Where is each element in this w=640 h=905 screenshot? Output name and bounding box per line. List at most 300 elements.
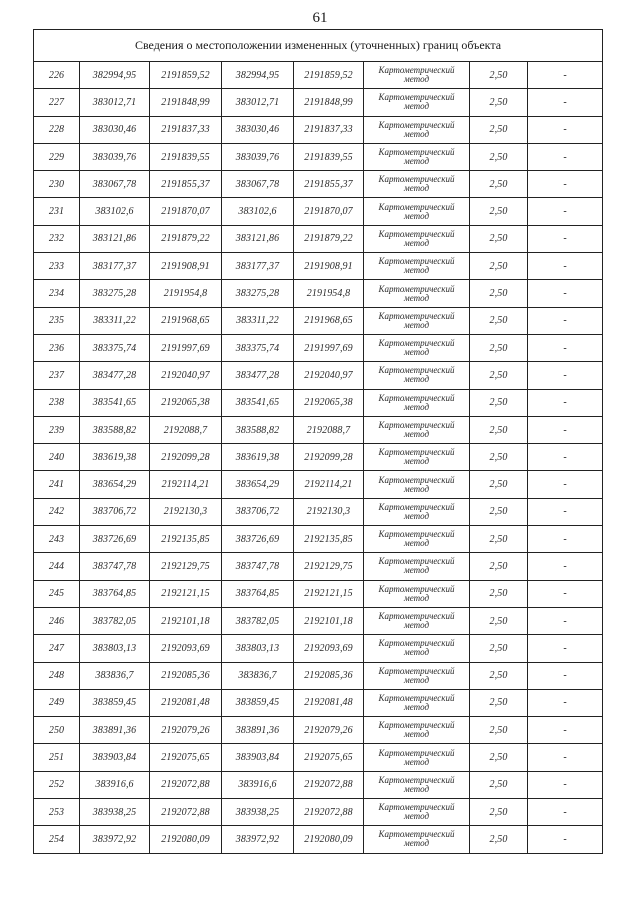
- point-number-cell: 254: [34, 826, 80, 853]
- accuracy-cell: 2,50: [470, 253, 528, 280]
- point-number-cell: 246: [34, 607, 80, 634]
- point-number-cell: 228: [34, 116, 80, 143]
- method-cell: [364, 553, 470, 580]
- x-existing-cell: 383726,69: [80, 526, 150, 553]
- method-line1: Картометрический: [378, 201, 455, 212]
- method-line2: метод: [403, 674, 430, 685]
- method-cell: [364, 826, 470, 853]
- table-row: [34, 62, 603, 89]
- y-refined-cell: 2192121,15: [294, 580, 364, 607]
- x-refined-cell: 383782,05: [222, 607, 294, 634]
- accuracy-cell: 2,50: [470, 498, 528, 525]
- y-existing-cell: 2191968,65: [150, 307, 222, 334]
- accuracy-cell: 2,50: [470, 580, 528, 607]
- x-refined-cell: 383275,28: [222, 280, 294, 307]
- method-cell: [364, 771, 470, 798]
- x-existing-cell: 383903,84: [80, 744, 150, 771]
- method-cell: [364, 662, 470, 689]
- point-number-cell: 235: [34, 307, 80, 334]
- method-cell: [364, 689, 470, 716]
- method-line2: метод: [403, 237, 430, 248]
- method-cell: [364, 799, 470, 826]
- note-cell: -: [528, 580, 603, 607]
- note-cell: -: [528, 635, 603, 662]
- method-line1: Картометрический: [378, 720, 455, 731]
- x-existing-cell: 383706,72: [80, 498, 150, 525]
- table-row: [34, 89, 603, 116]
- table-title: Сведения о местоположении измененных (уточненных) границ объекта: [34, 30, 603, 62]
- note-cell: -: [528, 689, 603, 716]
- point-number-cell: 231: [34, 198, 80, 225]
- y-existing-cell: 2192135,85: [150, 526, 222, 553]
- x-existing-cell: 383764,85: [80, 580, 150, 607]
- y-existing-cell: 2192085,36: [150, 662, 222, 689]
- y-refined-cell: 2191855,37: [294, 171, 364, 198]
- method-line2: метод: [403, 210, 430, 221]
- table-row: [34, 689, 603, 716]
- table-row: [34, 143, 603, 170]
- method-line1: Картометрический: [378, 119, 455, 130]
- accuracy-cell: 2,50: [470, 307, 528, 334]
- method-line2: метод: [403, 565, 430, 576]
- x-existing-cell: 383782,05: [80, 607, 150, 634]
- y-existing-cell: 2192072,88: [150, 799, 222, 826]
- x-existing-cell: 383654,29: [80, 471, 150, 498]
- method-cell: [364, 498, 470, 525]
- y-existing-cell: 2191997,69: [150, 334, 222, 361]
- table-row: [34, 225, 603, 252]
- y-refined-cell: 2192093,69: [294, 635, 364, 662]
- method-line1: Картометрический: [378, 256, 455, 267]
- table-row: [34, 471, 603, 498]
- point-number-cell: 238: [34, 389, 80, 416]
- note-cell: -: [528, 744, 603, 771]
- y-refined-cell: 2192075,65: [294, 744, 364, 771]
- y-refined-cell: 2191879,22: [294, 225, 364, 252]
- y-refined-cell: 2192088,7: [294, 416, 364, 443]
- method-line2: метод: [403, 265, 430, 276]
- point-number-cell: 237: [34, 362, 80, 389]
- accuracy-cell: 2,50: [470, 553, 528, 580]
- method-line1: Картометрический: [378, 420, 455, 430]
- point-number-cell: 234: [34, 280, 80, 307]
- method-cell: [364, 526, 470, 553]
- method-cell: [364, 744, 470, 771]
- note-cell: -: [528, 198, 603, 225]
- table-row: [34, 553, 603, 580]
- x-refined-cell: 383836,7: [222, 662, 294, 689]
- x-existing-cell: 383275,28: [80, 280, 150, 307]
- note-cell: -: [528, 498, 603, 525]
- table-title-row: [34, 30, 603, 62]
- table-row: [34, 253, 603, 280]
- note-cell: -: [528, 771, 603, 798]
- y-existing-cell: 2192080,09: [150, 826, 222, 853]
- accuracy-cell: 2,50: [470, 198, 528, 225]
- y-existing-cell: 2192129,75: [150, 553, 222, 580]
- y-existing-cell: 2192075,65: [150, 744, 222, 771]
- note-cell: -: [528, 717, 603, 744]
- y-existing-cell: 2191870,07: [150, 198, 222, 225]
- accuracy-cell: 2,50: [470, 635, 528, 662]
- method-line1: Картометрический: [378, 774, 455, 785]
- x-existing-cell: 383916,6: [80, 771, 150, 798]
- method-cell: [364, 444, 470, 471]
- table-row: [34, 416, 603, 443]
- y-existing-cell: 2192101,18: [150, 607, 222, 634]
- table-row: [34, 717, 603, 744]
- x-refined-cell: 383177,37: [222, 253, 294, 280]
- method-line2: метод: [403, 128, 430, 139]
- y-refined-cell: 2192099,28: [294, 444, 364, 471]
- y-refined-cell: 2192114,21: [294, 471, 364, 498]
- method-line2: метод: [403, 101, 430, 112]
- method-line1: Картометрический: [378, 692, 455, 703]
- note-cell: -: [528, 662, 603, 689]
- x-existing-cell: 383972,92: [80, 826, 150, 853]
- note-cell: -: [528, 171, 603, 198]
- x-refined-cell: 383903,84: [222, 744, 294, 771]
- x-existing-cell: 383938,25: [80, 799, 150, 826]
- method-cell: [364, 253, 470, 280]
- note-cell: -: [528, 253, 603, 280]
- point-number-cell: 249: [34, 689, 80, 716]
- method-line2: метод: [403, 838, 430, 849]
- method-cell: [364, 198, 470, 225]
- y-existing-cell: 2192114,21: [150, 471, 222, 498]
- y-refined-cell: 2191870,07: [294, 198, 364, 225]
- method-cell: [364, 416, 470, 443]
- point-number-cell: 232: [34, 225, 80, 252]
- y-existing-cell: 2191908,91: [150, 253, 222, 280]
- x-existing-cell: 383177,37: [80, 253, 150, 280]
- method-line2: метод: [403, 783, 430, 794]
- point-number-cell: 250: [34, 717, 80, 744]
- method-line2: метод: [403, 701, 430, 712]
- y-existing-cell: 2192040,97: [150, 362, 222, 389]
- method-line1: Картометрический: [378, 228, 455, 239]
- point-number-cell: 239: [34, 416, 80, 443]
- note-cell: -: [528, 416, 603, 443]
- x-refined-cell: 383938,25: [222, 799, 294, 826]
- page-number: 61: [312, 10, 328, 26]
- x-existing-cell: 383311,22: [80, 307, 150, 334]
- y-existing-cell: 2192079,26: [150, 717, 222, 744]
- method-cell: [364, 635, 470, 662]
- x-existing-cell: 383039,76: [80, 143, 150, 170]
- accuracy-cell: 2,50: [470, 62, 528, 89]
- point-number-cell: 253: [34, 799, 80, 826]
- x-existing-cell: 383891,36: [80, 717, 150, 744]
- table-row: [34, 635, 603, 662]
- method-line2: метод: [403, 620, 430, 631]
- accuracy-cell: 2,50: [470, 116, 528, 143]
- accuracy-cell: 2,50: [470, 689, 528, 716]
- note-cell: -: [528, 553, 603, 580]
- method-line1: Картометрический: [378, 583, 455, 594]
- y-refined-cell: 2191848,99: [294, 89, 364, 116]
- method-cell: [364, 280, 470, 307]
- note-cell: -: [528, 471, 603, 498]
- table-row: [34, 116, 603, 143]
- x-refined-cell: 383654,29: [222, 471, 294, 498]
- note-cell: -: [528, 280, 603, 307]
- accuracy-cell: 2,50: [470, 607, 528, 634]
- method-line2: метод: [403, 156, 430, 167]
- x-existing-cell: 383803,13: [80, 635, 150, 662]
- accuracy-cell: 2,50: [470, 771, 528, 798]
- x-refined-cell: 382994,95: [222, 62, 294, 89]
- method-cell: [364, 334, 470, 361]
- method-line1: Картометрический: [378, 665, 455, 676]
- y-existing-cell: 2191879,22: [150, 225, 222, 252]
- y-refined-cell: 2191968,65: [294, 307, 364, 334]
- method-line1: Картометрический: [378, 529, 455, 540]
- note-cell: -: [528, 526, 603, 553]
- point-number-cell: 233: [34, 253, 80, 280]
- note-cell: -: [528, 225, 603, 252]
- x-refined-cell: 383706,72: [222, 498, 294, 525]
- accuracy-cell: 2,50: [470, 225, 528, 252]
- accuracy-cell: 2,50: [470, 717, 528, 744]
- table-row: [34, 771, 603, 798]
- note-cell: -: [528, 307, 603, 334]
- note-cell: -: [528, 116, 603, 143]
- method-line2: метод: [403, 538, 430, 549]
- method-line2: метод: [403, 292, 430, 303]
- y-existing-cell: 2192099,28: [150, 444, 222, 471]
- x-existing-cell: 383121,86: [80, 225, 150, 252]
- table-row: [34, 826, 603, 853]
- method-cell: [364, 143, 470, 170]
- x-refined-cell: 383067,78: [222, 171, 294, 198]
- method-line1: Картометрический: [378, 65, 455, 76]
- method-line2: метод: [403, 592, 430, 603]
- y-existing-cell: 2191855,37: [150, 171, 222, 198]
- method-line2: метод: [403, 401, 430, 412]
- x-existing-cell: 383375,74: [80, 334, 150, 361]
- method-line2: метод: [403, 374, 430, 385]
- y-refined-cell: 2192101,18: [294, 607, 364, 634]
- y-existing-cell: 2192081,48: [150, 689, 222, 716]
- table-row: [34, 607, 603, 634]
- y-refined-cell: 2191908,91: [294, 253, 364, 280]
- method-line1: Картометрический: [378, 474, 455, 485]
- x-existing-cell: 383012,71: [80, 89, 150, 116]
- point-number-cell: 251: [34, 744, 80, 771]
- method-cell: [364, 62, 470, 89]
- point-number-cell: 247: [34, 635, 80, 662]
- accuracy-cell: 2,50: [470, 444, 528, 471]
- method-line1: Картометрический: [378, 501, 455, 512]
- x-refined-cell: 383803,13: [222, 635, 294, 662]
- table-row: [34, 307, 603, 334]
- note-cell: -: [528, 389, 603, 416]
- method-cell: [364, 607, 470, 634]
- method-line2: метод: [403, 456, 430, 467]
- x-existing-cell: 383030,46: [80, 116, 150, 143]
- x-refined-cell: 383972,92: [222, 826, 294, 853]
- y-refined-cell: 2192135,85: [294, 526, 364, 553]
- accuracy-cell: 2,50: [470, 280, 528, 307]
- method-cell: [364, 89, 470, 116]
- method-line1: Картометрический: [378, 829, 455, 840]
- method-cell: [364, 362, 470, 389]
- method-line2: метод: [403, 429, 430, 439]
- y-refined-cell: 2192072,88: [294, 771, 364, 798]
- x-existing-cell: 383477,28: [80, 362, 150, 389]
- x-refined-cell: 383619,38: [222, 444, 294, 471]
- method-line1: Картометрический: [378, 365, 455, 376]
- accuracy-cell: 2,50: [470, 143, 528, 170]
- method-cell: [364, 307, 470, 334]
- method-line2: метод: [403, 483, 430, 494]
- accuracy-cell: 2,50: [470, 362, 528, 389]
- y-refined-cell: 2192130,3: [294, 498, 364, 525]
- point-number-cell: 244: [34, 553, 80, 580]
- y-refined-cell: 2192085,36: [294, 662, 364, 689]
- y-refined-cell: 2192129,75: [294, 553, 364, 580]
- y-refined-cell: 2192040,97: [294, 362, 364, 389]
- point-number-cell: 241: [34, 471, 80, 498]
- x-existing-cell: 383102,6: [80, 198, 150, 225]
- x-refined-cell: 383891,36: [222, 717, 294, 744]
- y-existing-cell: 2191954,8: [150, 280, 222, 307]
- method-line1: Картометрический: [378, 92, 455, 103]
- method-cell: [364, 225, 470, 252]
- x-refined-cell: 383726,69: [222, 526, 294, 553]
- x-refined-cell: 383012,71: [222, 89, 294, 116]
- table-row: [34, 198, 603, 225]
- method-cell: [364, 471, 470, 498]
- note-cell: -: [528, 799, 603, 826]
- coordinates-table: [33, 29, 603, 854]
- x-existing-cell: 383747,78: [80, 553, 150, 580]
- point-number-cell: 226: [34, 62, 80, 89]
- note-cell: -: [528, 62, 603, 89]
- y-refined-cell: 2192065,38: [294, 389, 364, 416]
- accuracy-cell: 2,50: [470, 471, 528, 498]
- accuracy-cell: 2,50: [470, 826, 528, 853]
- accuracy-cell: 2,50: [470, 334, 528, 361]
- method-line1: Картометрический: [378, 310, 455, 321]
- x-refined-cell: 383541,65: [222, 389, 294, 416]
- table-row: [34, 662, 603, 689]
- method-line2: метод: [403, 729, 430, 740]
- method-cell: [364, 389, 470, 416]
- x-refined-cell: 383375,74: [222, 334, 294, 361]
- method-line2: метод: [403, 183, 430, 194]
- table-row: [34, 526, 603, 553]
- x-existing-cell: 383619,38: [80, 444, 150, 471]
- table-row: [34, 580, 603, 607]
- method-line1: Картометрический: [378, 174, 455, 185]
- method-line2: метод: [403, 74, 430, 85]
- y-refined-cell: 2192081,48: [294, 689, 364, 716]
- y-refined-cell: 2192079,26: [294, 717, 364, 744]
- y-existing-cell: 2192121,15: [150, 580, 222, 607]
- method-line2: метод: [403, 647, 430, 658]
- note-cell: -: [528, 143, 603, 170]
- y-existing-cell: 2191848,99: [150, 89, 222, 116]
- accuracy-cell: 2,50: [470, 744, 528, 771]
- accuracy-cell: 2,50: [470, 389, 528, 416]
- table-row: [34, 362, 603, 389]
- method-cell: [364, 171, 470, 198]
- y-refined-cell: 2192072,88: [294, 799, 364, 826]
- x-refined-cell: 383311,22: [222, 307, 294, 334]
- x-refined-cell: 383916,6: [222, 771, 294, 798]
- table-row: [34, 389, 603, 416]
- table-row: [34, 334, 603, 361]
- point-number-cell: 230: [34, 171, 80, 198]
- method-line2: метод: [403, 756, 430, 767]
- method-cell: [364, 116, 470, 143]
- x-refined-cell: 383764,85: [222, 580, 294, 607]
- note-cell: -: [528, 89, 603, 116]
- table-row: [34, 799, 603, 826]
- x-refined-cell: 383039,76: [222, 143, 294, 170]
- method-line2: метод: [403, 811, 430, 822]
- y-refined-cell: 2191954,8: [294, 280, 364, 307]
- y-existing-cell: 2192093,69: [150, 635, 222, 662]
- method-line1: Картометрический: [378, 611, 455, 622]
- method-line1: Картометрический: [378, 802, 455, 813]
- point-number-cell: 236: [34, 334, 80, 361]
- x-existing-cell: 383067,78: [80, 171, 150, 198]
- method-line2: метод: [403, 510, 430, 521]
- point-number-cell: 248: [34, 662, 80, 689]
- table-row: [34, 744, 603, 771]
- x-refined-cell: 383477,28: [222, 362, 294, 389]
- accuracy-cell: 2,50: [470, 799, 528, 826]
- method-line1: Картометрический: [378, 283, 455, 294]
- point-number-cell: 252: [34, 771, 80, 798]
- note-cell: -: [528, 362, 603, 389]
- table-row: [34, 444, 603, 471]
- method-line1: Картометрический: [378, 747, 455, 758]
- x-refined-cell: 383121,86: [222, 225, 294, 252]
- y-refined-cell: 2192080,09: [294, 826, 364, 853]
- method-cell: [364, 717, 470, 744]
- note-cell: -: [528, 334, 603, 361]
- x-refined-cell: 383747,78: [222, 553, 294, 580]
- table-row: [34, 280, 603, 307]
- point-number-cell: 243: [34, 526, 80, 553]
- x-existing-cell: 382994,95: [80, 62, 150, 89]
- table-row: [34, 498, 603, 525]
- x-refined-cell: 383859,45: [222, 689, 294, 716]
- point-number-cell: 240: [34, 444, 80, 471]
- x-existing-cell: 383859,45: [80, 689, 150, 716]
- note-cell: -: [528, 444, 603, 471]
- y-existing-cell: 2192072,88: [150, 771, 222, 798]
- y-existing-cell: 2192065,38: [150, 389, 222, 416]
- accuracy-cell: 2,50: [470, 171, 528, 198]
- note-cell: -: [528, 826, 603, 853]
- x-existing-cell: 383541,65: [80, 389, 150, 416]
- y-refined-cell: 2191997,69: [294, 334, 364, 361]
- y-refined-cell: 2191837,33: [294, 116, 364, 143]
- y-existing-cell: 2191837,33: [150, 116, 222, 143]
- x-refined-cell: 383588,82: [222, 416, 294, 443]
- accuracy-cell: 2,50: [470, 416, 528, 443]
- point-number-cell: 227: [34, 89, 80, 116]
- x-refined-cell: 383102,6: [222, 198, 294, 225]
- method-cell: [364, 580, 470, 607]
- method-line1: Картометрический: [378, 638, 455, 649]
- accuracy-cell: 2,50: [470, 526, 528, 553]
